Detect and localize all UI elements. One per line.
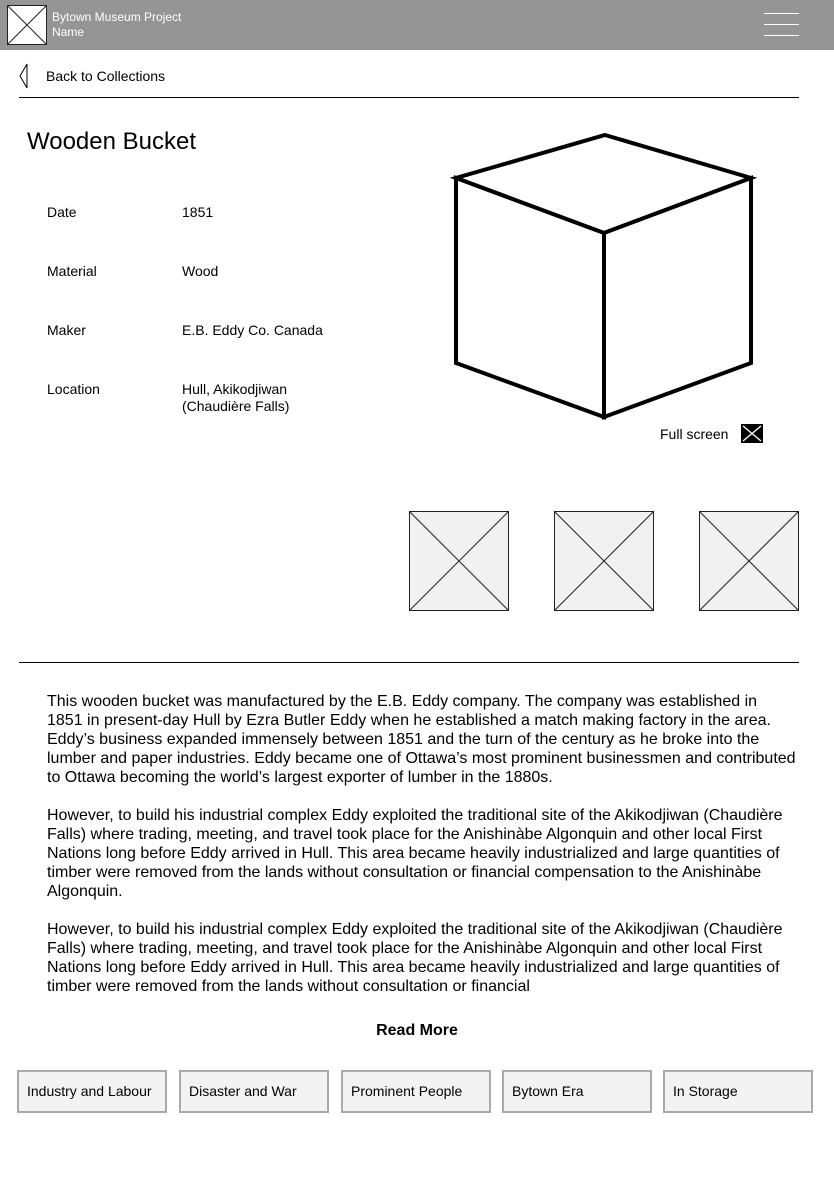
detail-value-maker: E.B. Eddy Co. Canada	[182, 322, 323, 338]
tag-prominent-people[interactable]: Prominent People	[341, 1070, 491, 1113]
tag-disaster-and-war[interactable]: Disaster and War	[179, 1070, 329, 1113]
artifact-title: Wooden Bucket	[27, 128, 196, 155]
back-to-collections-link[interactable]	[18, 62, 165, 90]
back-link-label: Back to Collections	[46, 68, 166, 84]
detail-label-date: Date	[47, 204, 77, 220]
hamburger-menu-icon[interactable]	[764, 13, 799, 37]
3d-cube-icon[interactable]	[450, 130, 760, 422]
read-more-button[interactable]: Read More	[376, 1022, 458, 1039]
detail-value-material: Wood	[182, 263, 219, 279]
artifact-description	[47, 692, 797, 996]
divider-middle	[19, 662, 799, 663]
description-paragraph: However, to build his industrial complex Eddy exploited the traditional site of the Akikodjiwan (Chaudière Falls) where trading, meeting, and travel took place for the Anishinàbe Algonquin and other local First Nations long before Eddy arrived in Hull. This area became heavily industrialized and large quantities of timber were removed from the lands without consultation or financial compensation to the Anishinàbe Algonquin.	[47, 807, 783, 900]
fullscreen-label[interactable]: Full screen	[660, 426, 729, 442]
tag-industry-and-labour[interactable]: Industry and Labour	[17, 1070, 167, 1113]
detail-label-material: Material	[47, 263, 97, 279]
chevron-left-icon	[18, 63, 32, 89]
logo-placeholder-icon[interactable]	[7, 5, 47, 45]
image-placeholder-icon	[700, 512, 798, 610]
project-name: Bytown Museum Project Name	[52, 10, 182, 39]
tag-bytown-era[interactable]: Bytown Era	[502, 1070, 652, 1113]
image-placeholder-icon	[555, 512, 653, 610]
header-bar	[0, 0, 834, 50]
description-paragraph: This wooden bucket was manufactured by the E.B. Eddy company. The company was established in 1851 in present-day Hull by Ezra Butler Eddy when he established a match making factory in the area. Eddy’s business expanded immensely between 1851 and the turn of the century as he broke into the lumber and paper industries. Eddy became one of Ottawa’s most prominent businessmen and contributed to Ottawa becoming the world’s largest exporter of lumber in the 1880s.	[47, 693, 796, 786]
detail-value-location: Hull, Akikodjiwan (Chaudière Falls)	[182, 381, 290, 414]
fullscreen-icon[interactable]	[741, 424, 763, 443]
image-placeholder-icon	[410, 512, 508, 610]
detail-value-date: 1851	[182, 204, 214, 220]
divider-top	[19, 97, 799, 98]
tag-in-storage[interactable]: In Storage	[663, 1070, 813, 1113]
thumbnail-2[interactable]	[554, 511, 654, 611]
detail-label-location: Location	[47, 381, 100, 397]
description-paragraph: However, to build his industrial complex Eddy exploited the traditional site of the Akikodjiwan (Chaudière Falls) where trading, meeting, and travel took place for the Anishinàbe Algonquin and other local First Nations long before Eddy arrived in Hull. This area became heavily industrialized and large quantities of timber were removed from the lands without consultation or financial	[47, 921, 783, 995]
thumbnail-1[interactable]	[409, 511, 509, 611]
thumbnail-3[interactable]	[699, 511, 799, 611]
detail-label-maker: Maker	[47, 322, 86, 338]
